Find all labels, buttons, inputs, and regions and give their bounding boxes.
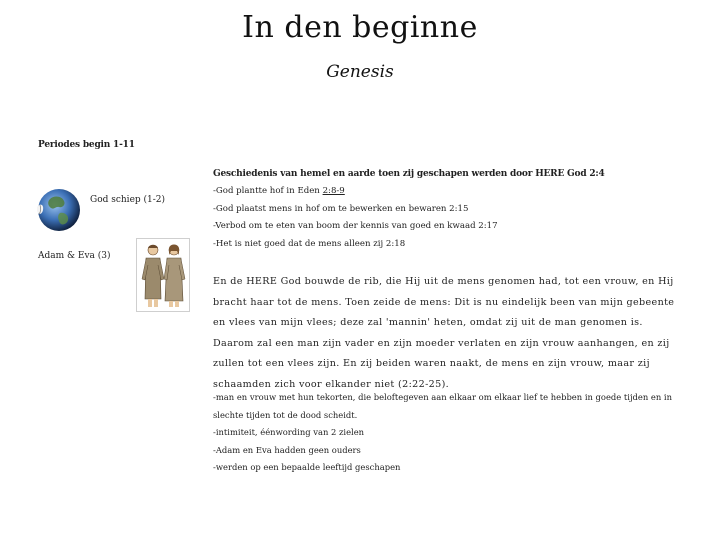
adam-and-eve-illustration (136, 238, 190, 312)
page-subtitle: Genesis (326, 62, 394, 82)
periodes-heading: Periodes begin 1-11 (38, 140, 135, 150)
page-title: In den beginne (242, 10, 478, 45)
earth-globe-icon (32, 185, 82, 235)
bullet-list-secondary (213, 389, 693, 477)
list-item: -intimiteit, éénwording van 2 zielen (213, 427, 365, 437)
section-heading: Geschiedenis van hemel en aarde toen zij geschapen werden door HERE God 2:4 (213, 169, 605, 179)
god-schiep-label: God schiep (1-2) (90, 195, 166, 205)
list-item: -man en vrouw met hun tekorten, die beloftegeven aan elkaar om elkaar lief te hebben in goede tijden en in slechte tijden tot de dood scheidt. (213, 392, 672, 420)
list-item: -Adam en Eva hadden geen ouders (213, 444, 361, 455)
scripture-reference-link[interactable]: 2:8-9 (322, 186, 345, 196)
list-item: -God plaatst mens in hof om te bewerken en bewaren 2:15 (213, 203, 469, 214)
list-item: -Het is niet goed dat de mens alleen zij 2:18 (213, 238, 406, 249)
list-item: -God plantte hof in Eden 2:8-9 (213, 186, 345, 196)
bullet-list-primary (213, 183, 498, 253)
list-item: -werden op een bepaalde leeftijd geschapen (213, 462, 401, 472)
adam-eva-label: Adam & Eva (3) (38, 251, 111, 261)
list-item: -Verbod om te eten van boom der kennis van goed en kwaad 2:17 (213, 221, 498, 231)
scripture-paragraph: En de HERE God bouwde de rib, die Hij uit de mens genomen had, tot een vrouw, en Hij bracht haar tot de mens. Toen zeide de mens: Dit is nu eindelijk been van mijn gebeente en vlees van mijn vlees; deze zal 'mannin' heten, omdat zij uit de man genomen is. Daarom zal een man zijn vader en zijn moeder verlaten en zijn vrouw aanhangen, en zij zullen tot een vlees zijn. En zij beiden waren naakt, de mens en zijn vrouw, maar zij schaamden zich voor elkander niet (2:22-25). (213, 276, 675, 390)
